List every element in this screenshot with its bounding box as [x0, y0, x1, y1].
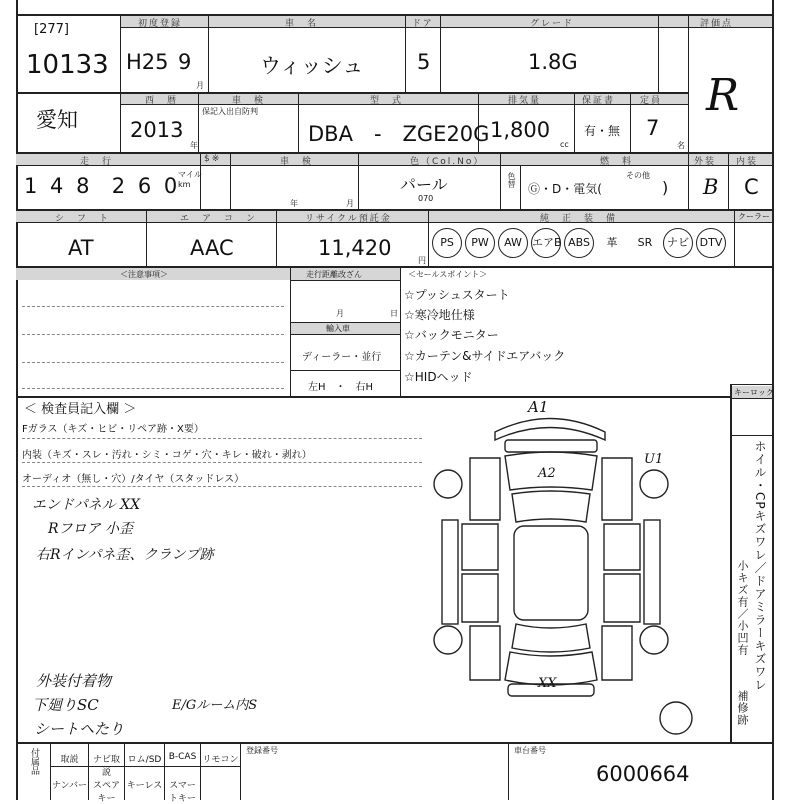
acc-plate: ナンバー [52, 781, 87, 791]
door-count: 5 [417, 50, 431, 74]
warranty-value: 有・無 [584, 124, 621, 138]
frame-number: 6000664 [596, 762, 690, 786]
right-rear-wheel [640, 626, 668, 654]
equip-sr: SR [637, 236, 653, 249]
cc-unit: cc [560, 140, 569, 149]
acc-remote: リモコン [202, 755, 239, 765]
meter-label: 走行距離改ざん [306, 270, 362, 279]
left-front-fender [470, 458, 500, 520]
right-rear-fender [602, 626, 632, 680]
hdr-doors: ドア [412, 19, 434, 29]
meter-day: 日 [390, 309, 398, 318]
mark-u1: U1 [644, 452, 664, 467]
lot-number: 10133 [26, 50, 109, 80]
acc-rom-sd: ロム/SD [127, 755, 162, 765]
inspect-year: 年 [290, 199, 298, 208]
handwritten-1: エンドパネル XX [32, 497, 141, 513]
fuel-value: Ⓖ・D・電気( [528, 182, 602, 196]
model-name: ウィッシュ [260, 54, 364, 78]
recycle-value: 11,420 [318, 236, 392, 260]
acc-navi-manual: ナビ取説 [92, 755, 120, 778]
hdr-ext: 外装 [694, 157, 717, 167]
accessory-label: 付属品 [29, 748, 39, 775]
side-note-minor: 小キズ有／小凹有 [736, 560, 749, 656]
equip-pw: PW [465, 228, 495, 258]
caution-label: ＜注意事項＞ [120, 270, 168, 279]
mark-a2: A2 [538, 466, 556, 481]
lot-bracket: [277] [34, 22, 69, 37]
hdr-model: 車 名 [285, 19, 319, 29]
reg-month: 9 [178, 50, 192, 74]
inspector-line-3: オーディオ（無し・穴）/タイヤ（スタッドレス） [22, 474, 245, 485]
equip-abs: ABS [564, 228, 594, 258]
color-code: 070 [418, 194, 434, 203]
capacity: 7 [646, 116, 660, 140]
color-name: パール [400, 175, 448, 194]
handwritten-2: Rフロア 小歪 [48, 521, 133, 537]
hdr-recycle: リサイクル預託金 [305, 214, 392, 224]
mileage: 1 4 8 2 6 0 [24, 174, 181, 198]
left-rear-wheel [434, 626, 462, 654]
mark-a1: A1 [528, 398, 549, 416]
sales-point-3: ☆バックモニター [404, 328, 499, 342]
meter-month: 月 [336, 309, 344, 318]
yen-unit: 円 [418, 256, 426, 265]
hdr-equip: 純 正 装 備 [540, 214, 618, 224]
front-bumper [495, 419, 605, 441]
diagram-note: E/Gルーム内S [172, 698, 258, 713]
shift-value: AT [68, 236, 94, 260]
fuel-close: ) [662, 178, 669, 197]
int-grade: C [744, 175, 759, 199]
displacement: 1,800 [490, 118, 551, 142]
left-rear-fender [470, 626, 500, 680]
capacity-unit: 名 [677, 141, 685, 150]
month-unit: 月 [196, 81, 204, 90]
left-rear-door [462, 574, 498, 622]
acc-smart-key: スマートキー [168, 781, 196, 804]
hdr-shift: シ フ ト [55, 214, 111, 224]
hdr-inspect: 車 検 [280, 157, 314, 167]
hdr-type: 型 式 [370, 96, 404, 106]
hdr-aircon: エ ア コ ン [180, 214, 258, 224]
steering-side: 左H ・ 右H [308, 382, 374, 393]
side-note-repair: 補修跡 [736, 690, 749, 726]
hdr-western: 西 暦 [145, 96, 179, 106]
hdr-year-reg: 初度登録 [138, 19, 183, 29]
mile-km: マイル km [178, 170, 202, 189]
acc-manual: 取説 [60, 755, 79, 765]
handwritten-4: 外装付着物 [36, 672, 112, 690]
inspector-line-1: Fガラス（キズ・ヒビ・リペア跡・X要） [22, 424, 204, 435]
rear-glass [512, 624, 590, 652]
auction-score: R [706, 70, 740, 121]
frame-label: 車台番号 [514, 746, 546, 755]
hdr-score: 評価点 [700, 19, 734, 29]
sales-point-2: ☆寒冷地仕様 [404, 308, 475, 322]
grade-value: 1.8G [528, 50, 578, 74]
right-front-fender [602, 458, 632, 520]
import-label: 輸入車 [326, 324, 350, 333]
left-side-sill [442, 520, 458, 624]
year-prefix: H25 [126, 50, 169, 74]
side-note-damage: ホイル・CPキズワレ／ドアミラーキズワレ [753, 440, 767, 692]
inspector-line-2: 内装（キズ・スレ・汚れ・シミ・コゲ・穴・キレ・破れ・剥れ） [22, 450, 312, 461]
hdr-cooler: クーラー [738, 212, 770, 221]
sales-point-4: ☆カーテン&サイドエアバック [404, 349, 566, 363]
handwritten-5: 下廻りSC [32, 696, 99, 714]
right-side-sill [644, 520, 660, 624]
western-year: 2013 [130, 118, 184, 142]
sales-point-5: ☆HIDヘッド [404, 370, 473, 384]
equip-airbag: エアB [531, 228, 561, 258]
model-type: DBA - ZGE20G [308, 122, 490, 146]
roof [514, 526, 588, 620]
front-grille [505, 440, 597, 452]
keylock-label: キーロック [734, 388, 774, 397]
right-rear-door [604, 574, 640, 622]
inspector-title: ＜ 検査員記入欄 ＞ [24, 402, 137, 417]
equip-ps: PS [432, 228, 462, 258]
left-front-door [462, 524, 498, 570]
spare-tire [660, 702, 692, 734]
year-unit: 年 [190, 141, 198, 150]
hdr-capacity: 定員 [640, 96, 663, 106]
acc-bcas: B-CAS [168, 752, 197, 762]
aircon-value: AAC [190, 236, 234, 260]
inspection-note: 保記入出自防判 [202, 107, 258, 116]
region: 愛知 [36, 108, 78, 132]
hdr-color: 色（Col.No） [410, 157, 485, 167]
equip-leather: 革 [606, 236, 618, 249]
windshield [512, 491, 590, 522]
hdr-inspection: 車 検 [232, 96, 266, 106]
right-front-wheel [640, 470, 668, 498]
handwritten-3: 右Rインパネ歪、クランプ跡 [36, 547, 214, 563]
sales-label: ＜セールスポイント＞ [408, 270, 488, 279]
hdr-fuel: 燃 料 [600, 157, 634, 167]
acc-keyless: キーレス [126, 781, 163, 791]
mark-xx: XX [538, 676, 557, 691]
handwritten-6: シートヘたり [34, 720, 125, 738]
equip-aw: AW [498, 228, 528, 258]
inspect-month: 月 [346, 199, 354, 208]
hdr-mileage: 走 行 [80, 157, 114, 167]
color-side: 色替 [507, 172, 516, 188]
sales-point-1: ☆プッシュスタート [404, 288, 510, 302]
equip-dtv: DTV [696, 228, 726, 258]
hdr-odo: $※ [204, 154, 222, 164]
equip-navi: ナビ [663, 228, 693, 258]
hdr-int: 内装 [736, 157, 759, 167]
ext-grade: B [703, 175, 719, 199]
acc-spare-key: スペアキー [92, 781, 120, 804]
right-front-door [604, 524, 640, 570]
hdr-warranty: 保証書 [582, 96, 616, 106]
hdr-grade: グレード [530, 19, 575, 29]
fuel-other: その他 [626, 171, 650, 180]
hdr-displacement: 排気量 [508, 96, 542, 106]
registration-label: 登録番号 [246, 746, 278, 755]
dealer-parallel: ディーラー・並行 [302, 352, 382, 363]
left-front-wheel [434, 470, 462, 498]
